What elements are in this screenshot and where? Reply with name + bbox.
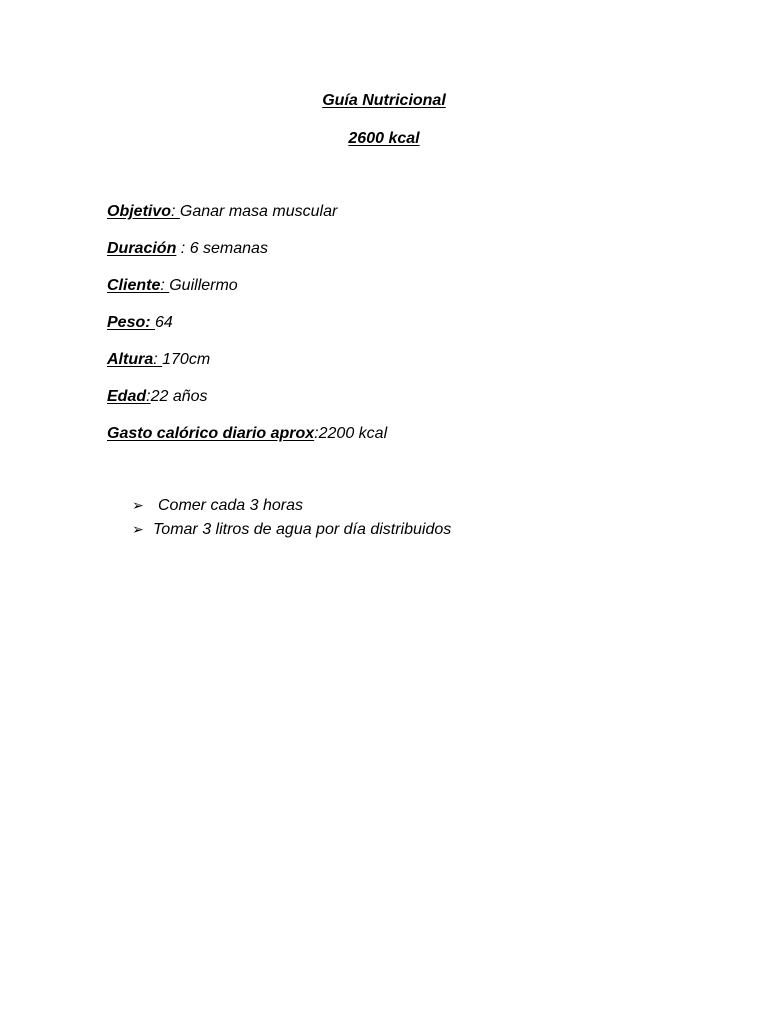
document-title: Guía Nutricional: [322, 92, 446, 109]
field-value: Guillermo: [169, 277, 238, 294]
arrowhead-bullet-icon: ➢: [132, 522, 144, 538]
field-objetivo: [107, 202, 337, 222]
field-separator: :: [160, 277, 170, 294]
field-label: Altura: [107, 351, 154, 368]
field-altura: [107, 350, 210, 370]
list-item: [132, 520, 451, 544]
field-value: 170cm: [162, 351, 211, 368]
field-separator: :: [153, 351, 163, 368]
field-value: 22 años: [150, 388, 208, 405]
field-label: Edad: [107, 388, 147, 405]
field-label: Cliente: [107, 277, 161, 294]
field-separator: :: [146, 388, 151, 405]
list-item: [132, 496, 451, 520]
recommendations-list: [132, 496, 451, 544]
field-label: Gasto calórico diario aprox: [107, 425, 315, 442]
field-separator: :: [171, 203, 180, 220]
field-edad: [107, 387, 208, 407]
list-item-text: Tomar 3 litros de agua por día distribuidos: [153, 521, 452, 538]
field-separator: :: [176, 240, 190, 257]
field-value: 64: [155, 314, 173, 331]
field-value: 2200 kcal: [318, 425, 388, 442]
field-label: Peso:: [107, 314, 151, 331]
field-cliente: [107, 276, 238, 296]
field-duracion: [107, 239, 268, 259]
arrowhead-bullet-icon: ➢: [132, 498, 144, 514]
list-item-text: Comer cada 3 horas: [158, 497, 303, 514]
field-label: Duración: [107, 240, 177, 257]
field-value: Ganar masa muscular: [179, 203, 338, 220]
field-separator: :: [314, 425, 319, 442]
field-label: Objetivo: [107, 203, 172, 220]
field-peso: [107, 313, 173, 333]
field-gasto-calorico: [107, 424, 387, 444]
field-value: 6 semanas: [189, 240, 268, 257]
calorie-target-heading: 2600 kcal: [348, 130, 420, 147]
